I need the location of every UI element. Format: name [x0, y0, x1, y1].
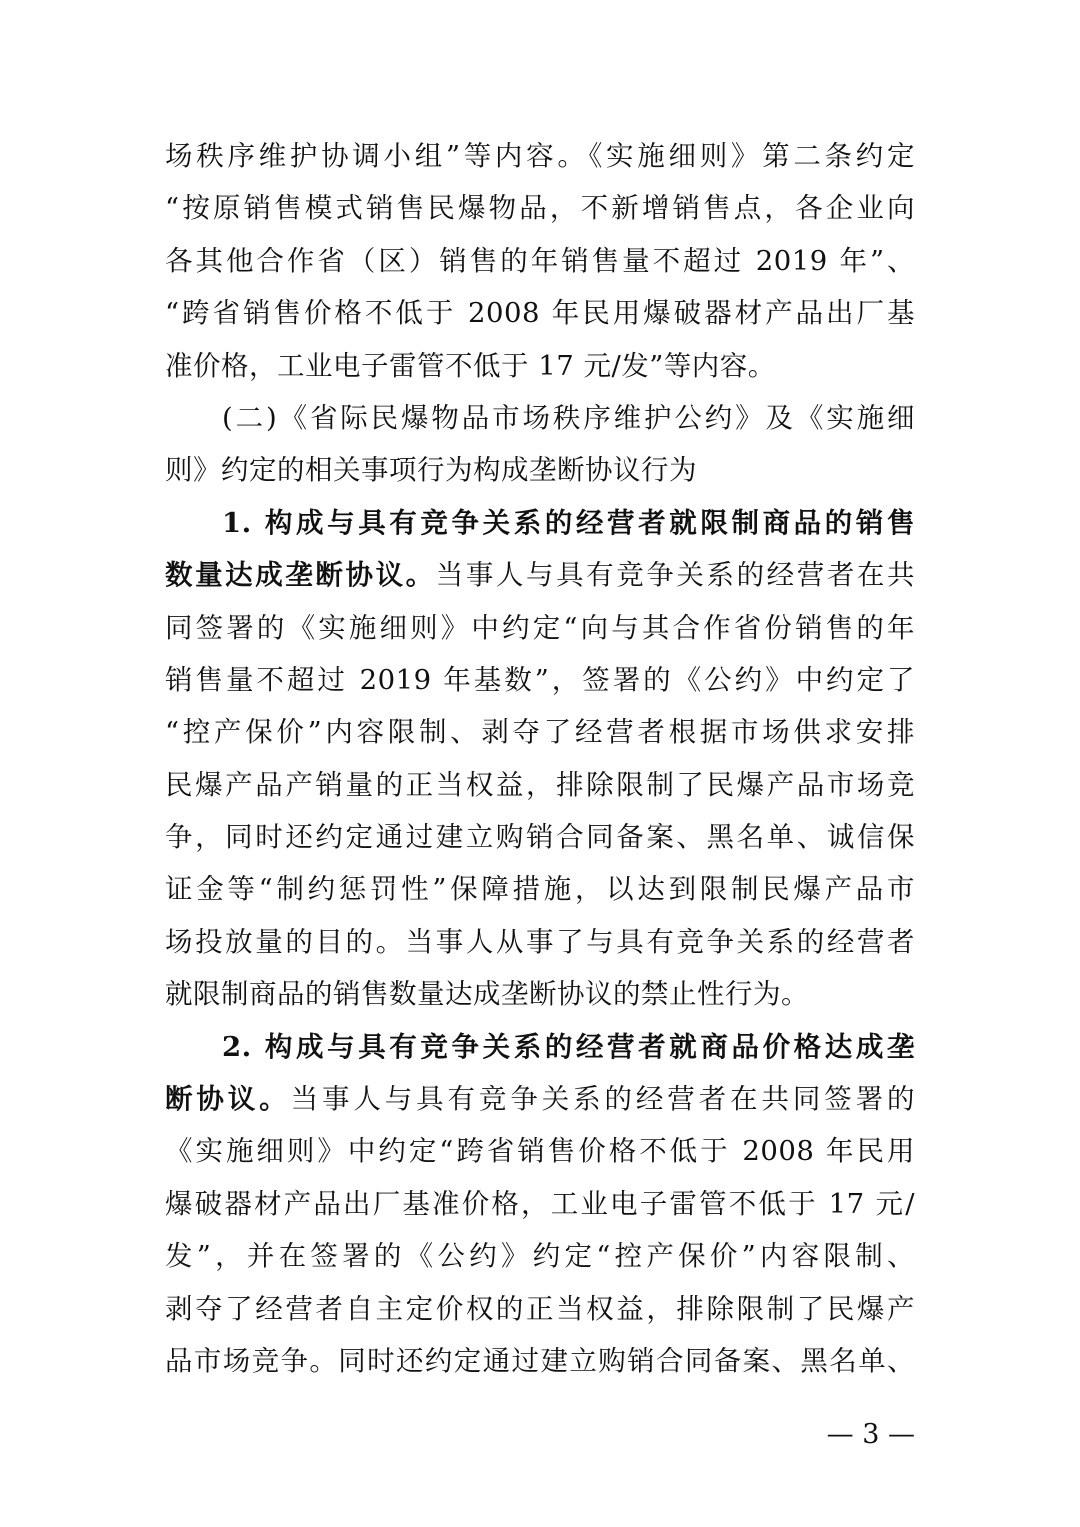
text-line: 民爆产品产销量的正当权益，排除限制了民爆产品市场竞 — [165, 768, 915, 801]
item-heading-line: 2. 构成与具有竞争关系的经营者就商品价格达成垄 — [222, 1030, 915, 1063]
item-heading-tail: 断协议。 — [165, 1083, 291, 1116]
text-line: 发”，并在签署的《公约》约定“控产保价”内容限制、 — [165, 1240, 915, 1273]
text-line: 剥夺了经营者自主定价权的正当权益，排除限制了民爆产 — [165, 1292, 915, 1325]
page-number: — 3 — — [826, 1419, 915, 1450]
item-heading-tail: 数量达成垄断协议。 — [165, 559, 436, 592]
text-line: 就限制商品的销售数量达成垄断协议的禁止性行为。 — [165, 978, 809, 1011]
text-line: 各其他合作省（区）销售的年销售量不超过 2019 年”、 — [165, 244, 915, 277]
text-line: “跨省销售价格不低于 2008 年民用爆破器材产品出厂基 — [165, 297, 915, 330]
text-run: 当事人与具有竞争关系的经营者在共同签署的 — [290, 1083, 916, 1116]
text-line: 销售量不超过 2019 年基数”，签署的《公约》中约定了 — [165, 663, 915, 696]
text-line: “按原销售模式销售民爆物品，不新增销售点，各企业向 — [165, 192, 915, 225]
text-run: 当事人与具有竞争关系的经营者在共 — [435, 559, 915, 592]
text-line: 场秩序维护协调小组”等内容。《实施细则》第二条约定 — [165, 140, 915, 172]
text-line: 爆破器材产品出厂基准价格，工业电子雷管不低于 17 元/ — [165, 1187, 915, 1220]
section-heading-line: 则》约定的相关事项行为构成垄断协议行为 — [165, 454, 697, 487]
text-line: 同签署的《实施细则》中约定“向与其合作省份销售的年 — [165, 611, 915, 644]
text-line: “控产保价”内容限制、剥夺了经营者根据市场供求安排 — [165, 716, 915, 749]
text-line: 场投放量的目的。当事人从事了与具有竞争关系的经营者 — [165, 925, 915, 958]
document-body — [165, 130, 915, 1387]
text-line: 《实施细则》中约定“跨省销售价格不低于 2008 年民用 — [165, 1135, 915, 1168]
text-line-mixed — [165, 549, 915, 601]
section-heading-line: (二)《省际民爆物品市场秩序维护公约》及《实施细 — [222, 401, 915, 434]
text-line: 证金等“制约惩罚性”保障措施，以达到限制民爆产品市 — [165, 873, 915, 906]
text-line: 品市场竞争。同时还约定通过建立购销合同备案、黑名单、 — [165, 1344, 915, 1377]
text-line-mixed — [165, 1073, 915, 1125]
text-line: 准价格，工业电子雷管不低于 17 元/发”等内容。 — [165, 349, 776, 382]
item-heading-line: 1. 构成与具有竞争关系的经营者就限制商品的销售 — [222, 506, 915, 539]
text-line: 争，同时还约定通过建立购销合同备案、黑名单、诚信保 — [165, 821, 915, 854]
